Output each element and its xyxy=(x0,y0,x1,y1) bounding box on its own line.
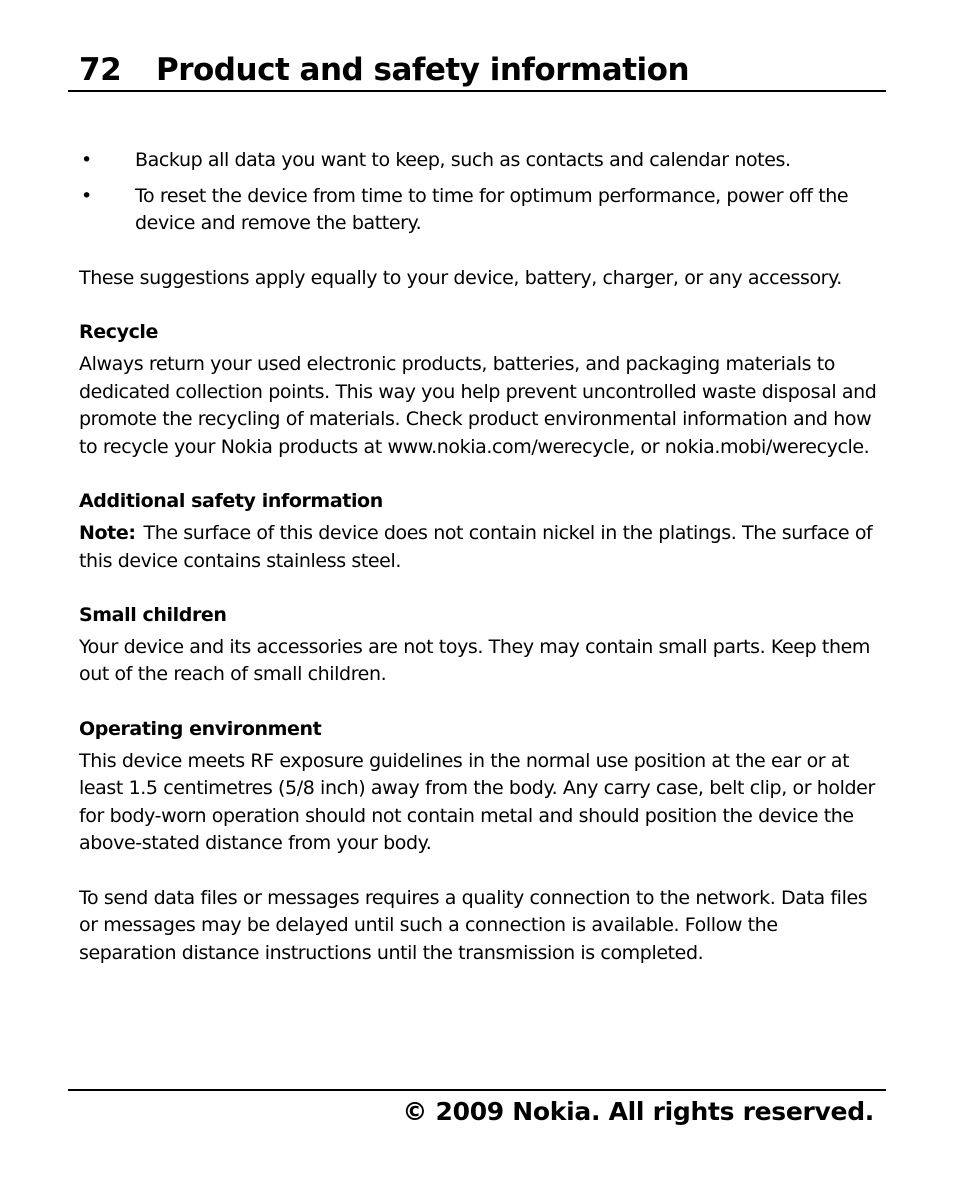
suggestions-paragraph: These suggestions apply equally to your device, battery, charger, or any accessory. xyxy=(79,266,842,289)
note-label: Note: xyxy=(79,521,136,544)
note-paragraph xyxy=(79,520,879,575)
small-children-paragraph: Your device and its accessories are not toys. They may contain small parts. Keep them out of the reach of small children. xyxy=(79,635,870,686)
page-content xyxy=(79,147,879,968)
bullet-text: To reset the device from time to time for optimum performance, power off the device and remove the battery. xyxy=(135,184,849,235)
note-text: The surface of this device does not contain nickel in the platings. The surface of this device contains stainless steel. xyxy=(79,521,873,572)
recycle-heading: Recycle xyxy=(79,321,159,344)
data-transmission-paragraph: To send data files or messages requires a quality connection to the network. Data files or messages may be delayed until such a connection is available. Follow the separation distance instructions until the transmission is completed. xyxy=(79,886,868,965)
recycle-paragraph: Always return your used electronic products, batteries, and packaging materials to dedicated collection points. This way you help prevent uncontrolled waste disposal and promote the recycling of materials. Check product environmental information and how to recycle your Nokia products at www.nokia.com/werecycle, or nokia.mobi/werecycle. xyxy=(79,352,877,458)
bullet-icon: • xyxy=(81,184,92,207)
page-title: Product and safety information xyxy=(156,52,690,88)
operating-environment-heading: Operating environment xyxy=(79,717,322,740)
page-footer xyxy=(68,1089,886,1126)
bullet-text: Backup all data you want to keep, such as contacts and calendar notes. xyxy=(135,149,791,171)
page-header xyxy=(68,48,886,92)
small-children-heading: Small children xyxy=(79,604,227,627)
bullet-list xyxy=(79,147,879,238)
copyright-notice: © 2009 Nokia. All rights reserved. xyxy=(402,1097,874,1126)
additional-safety-heading: Additional safety information xyxy=(79,490,383,513)
bullet-icon: • xyxy=(81,149,92,171)
list-item xyxy=(79,147,879,175)
operating-environment-paragraph: This device meets RF exposure guidelines in the normal use position at the ear or at least 1.5 centimetres (5/8 inch) away from the body. Any carry case, belt clip, or holder for body-worn operation should not contain metal and should position the device the above-stated distance from your body. xyxy=(79,749,875,855)
list-item xyxy=(79,183,879,238)
page-number: 72 xyxy=(79,52,122,88)
